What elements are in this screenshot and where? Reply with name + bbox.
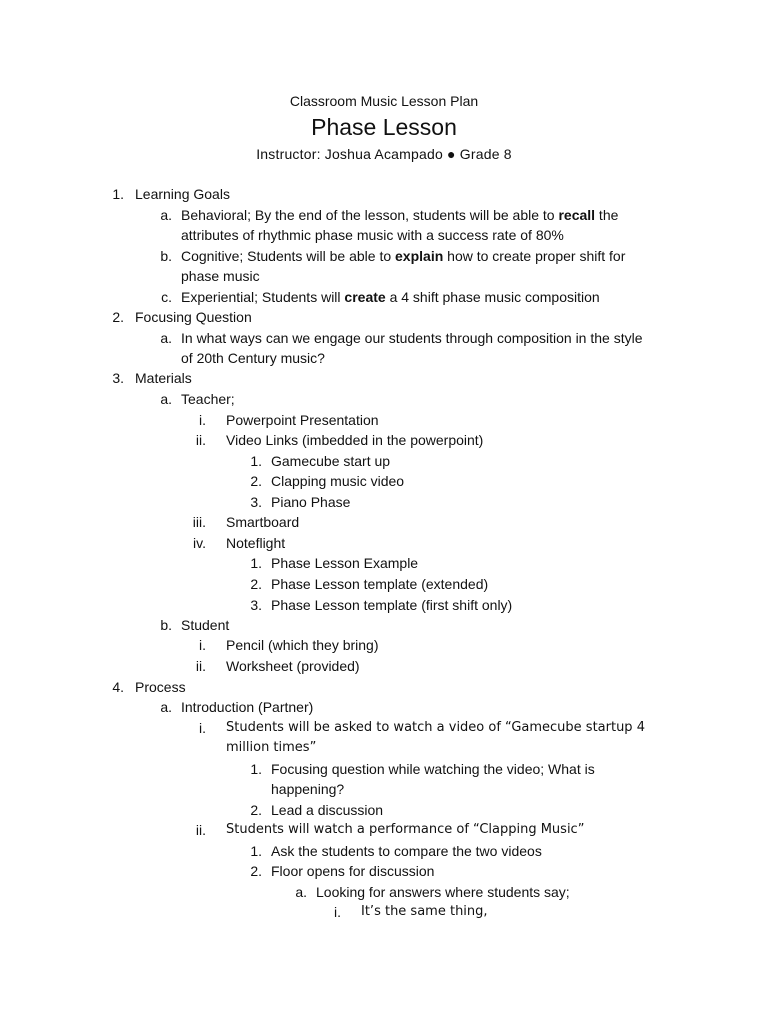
list-marker: 1.: [250, 453, 262, 469]
list-item-text: Phase Lesson template (extended): [271, 576, 489, 592]
text-run: Experiential; Students will: [181, 289, 345, 305]
list-item-continuation: phase music: [181, 268, 260, 284]
list-marker: i.: [199, 720, 206, 736]
list-item-text: [181, 246, 625, 266]
list-item-text: Lead a discussion: [271, 802, 384, 818]
document-subtitle: Classroom Music Lesson Plan: [289, 93, 479, 109]
list-marker: 2.: [250, 473, 262, 489]
section-heading: Process: [135, 679, 186, 695]
list-item-text: Ask the students to compare the two videos: [271, 843, 542, 859]
list-item-text: Powerpoint Presentation: [226, 412, 379, 428]
list-marker: 2.: [112, 309, 124, 325]
text-run: a 4 shift phase music composition: [385, 289, 600, 305]
list-item-text: Clapping music video: [271, 473, 405, 489]
text-run: Behavioral; By the end of the lesson, students will be able to: [181, 207, 559, 223]
list-marker: a.: [160, 207, 172, 223]
text-run: the: [595, 207, 619, 223]
list-marker: 3.: [250, 597, 262, 613]
list-item-text: It’s the same thing,: [361, 904, 488, 919]
list-item-text: In what ways can we engage our students through composition in the style: [181, 330, 643, 346]
document-header: [0, 92, 768, 164]
list-item-text: Smartboard: [226, 514, 300, 530]
list-item-continuation: attributes of rhythmic phase music with a success rate of 80%: [181, 227, 564, 243]
list-item-continuation: of 20th Century music?: [181, 350, 325, 366]
list-item-text: Looking for answers where students say;: [316, 884, 570, 900]
list-item-text: Gamecube start up: [271, 453, 391, 469]
list-marker: 3.: [250, 494, 262, 510]
list-item-text: Focusing question while watching the video; What is: [271, 761, 595, 777]
list-marker: b.: [160, 248, 172, 264]
list-marker: iv.: [193, 535, 206, 551]
list-marker: a.: [160, 330, 172, 346]
list-marker: 2.: [250, 863, 262, 879]
list-marker: 1.: [250, 555, 262, 571]
list-item-text: Video Links (imbedded in the powerpoint): [226, 432, 484, 448]
list-item-text: Students will be asked to watch a video of “Gamecube startup 4: [226, 720, 645, 735]
list-marker: 1.: [250, 843, 262, 859]
instructor-grade-line: Instructor: Joshua Acampado ● Grade 8: [256, 146, 512, 162]
list-marker: 2.: [250, 802, 262, 818]
list-item-continuation: million times”: [226, 740, 317, 755]
list-marker: 1.: [250, 761, 262, 777]
list-item-text: Phase Lesson template (first shift only): [271, 597, 513, 613]
list-item-text: Worksheet (provided): [226, 658, 360, 674]
list-marker: b.: [160, 617, 172, 633]
list-item-text: Piano Phase: [271, 494, 351, 510]
emphasis-text: explain: [395, 248, 444, 264]
list-marker: ii.: [195, 432, 206, 448]
list-item-text: Floor opens for discussion: [271, 863, 435, 879]
section-heading: Focusing Question: [135, 309, 252, 325]
list-item-text: Phase Lesson Example: [271, 555, 419, 571]
text-run: how to create proper shift for: [443, 248, 626, 264]
list-item-text: Students will watch a performance of “Clapping Music”: [226, 822, 585, 837]
list-marker: 3.: [112, 370, 124, 386]
emphasis-text: recall: [558, 207, 596, 223]
list-item-text: Noteflight: [226, 535, 286, 551]
list-marker: i.: [334, 904, 341, 920]
document-title: Phase Lesson: [311, 114, 457, 140]
list-item-text: [181, 287, 600, 307]
list-marker: a.: [295, 884, 307, 900]
list-marker: i.: [199, 637, 206, 653]
list-marker: a.: [160, 699, 172, 715]
list-marker: 2.: [250, 576, 262, 592]
list-item-text: Teacher;: [181, 391, 235, 407]
list-item-text: [181, 205, 618, 225]
list-marker: ii.: [195, 822, 206, 838]
text-run: Cognitive; Students will be able to: [181, 248, 396, 264]
list-marker: i.: [199, 412, 206, 428]
list-marker: a.: [160, 391, 172, 407]
list-marker: 4.: [112, 679, 124, 695]
list-marker: iii.: [192, 514, 206, 530]
list-marker: ii.: [195, 658, 206, 674]
list-item-continuation: happening?: [271, 781, 345, 797]
emphasis-text: create: [344, 289, 386, 305]
list-item-text: Student: [181, 617, 230, 633]
list-marker: 1.: [112, 186, 124, 202]
list-item-text: Pencil (which they bring): [226, 637, 379, 653]
list-item-text: Introduction (Partner): [181, 699, 314, 715]
section-heading: Materials: [135, 370, 192, 386]
list-marker: c.: [161, 289, 172, 305]
section-heading: Learning Goals: [135, 186, 230, 202]
